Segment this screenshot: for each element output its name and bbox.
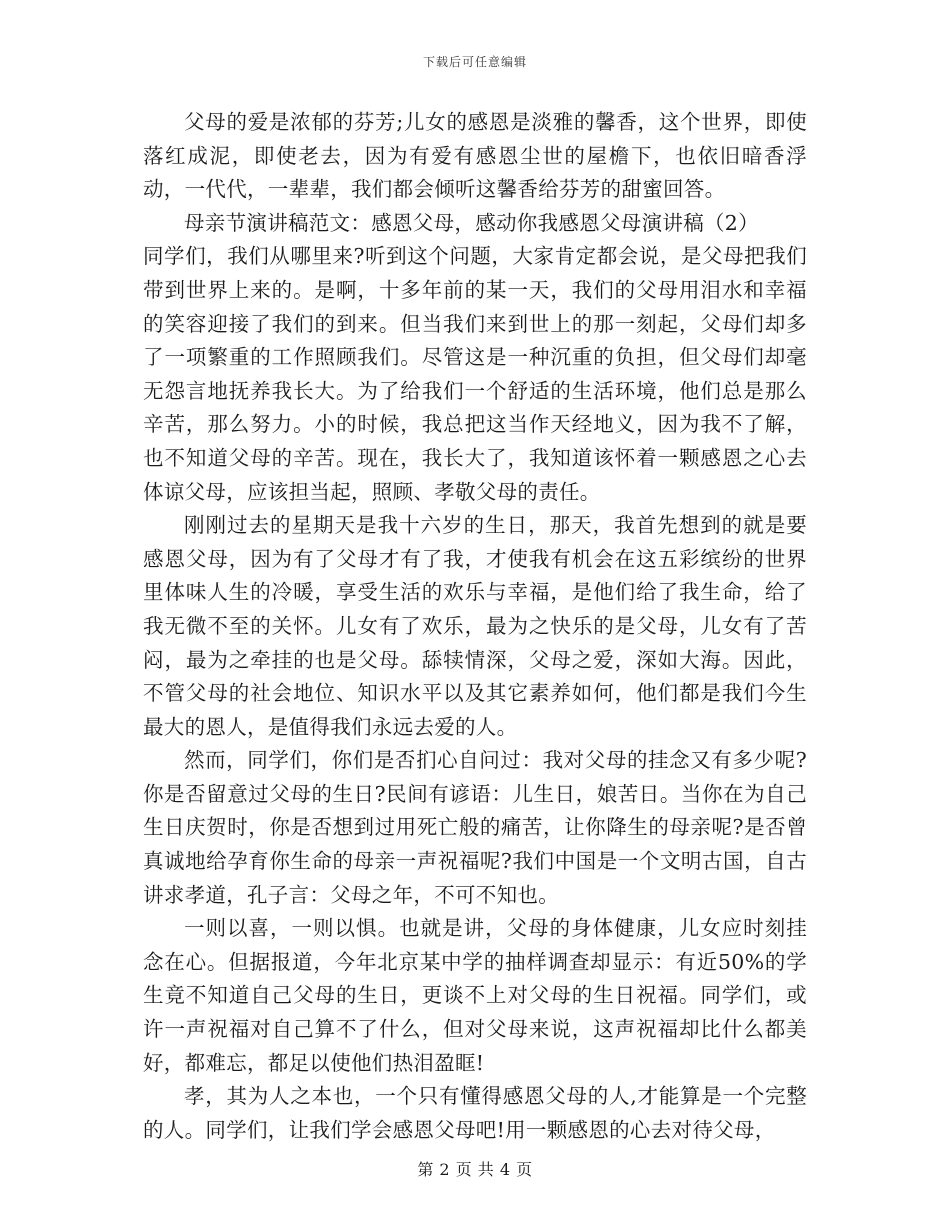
page-header: 下载后可任意编辑: [422, 55, 527, 69]
paragraph-heading: 母亲节演讲稿范文：感恩父母，感动你我感恩父母演讲稿（2）: [184, 210, 759, 235]
paragraph-3: 刚刚过去的星期天是我十六岁的生日，那天，我首先想到的就是要感恩父母，因为有了父母才有了我，才使我有机会在这五彩缤纷的世界里体味人生的冷暖，享受生活的欢乐与幸福，是他们给了我生命，给了我无微不至的关怀。儿女有了欢乐，最为之快乐的是父母，儿女有了苦闷，最为之牵挂的也是父母。舔犊情深，父母之爱，深如大海。因此，不管父母的社会地位、知识水平以及其它素养如何，他们都是我们今生最大的恩人，是值得我们永远去爱的人。: [143, 513, 807, 739]
paragraph-2: 同学们，我们从哪里来?听到这个问题，大家肯定都会说，是父母把我们带到世界上来的。是啊，十多年前的某一天，我们的父母用泪水和幸福的笑容迎接了我们的到来。但当我们来到世上的那一刻起，父母们却多了一项繁重的工作照顾我们。尽管这是一种沉重的负担，但父母们却毫无怨言地抚养我长大。为了给我们一个舒适的生活环境，他们总是那么辛苦，那么努力。小的时候，我总把这当作天经地义，因为我不了解，也不知道父母的辛苦。现在，我长大了，我知道该怀着一颗感恩之心去体谅父母，应该担当起，照顾、孝敬父母的责任。: [143, 244, 807, 504]
page-footer: 第 2 页 共 4 页: [417, 1160, 533, 1179]
paragraph-4: 然而，同学们，你们是否扪心自问过：我对父母的挂念又有多少呢?你是否留意过父母的生日?民间有谚语：儿生日，娘苦日。当你在为自己生日庆贺时，你是否想到过用死亡般的痛苦，让你降生的母亲呢?是否曾真诚地给孕育你生命的母亲一声祝福呢?我们中国是一个文明古国，自古讲求孝道，孔子言：父母之年，不可不知也。: [143, 748, 807, 907]
document-body: [143, 106, 807, 1147]
paragraph-6: 孝，其为人之本也，一个只有懂得感恩父母的人,才能算是一个完整的人。同学们，让我们学会感恩父母吧!用一颗感恩的心去对待父母，: [143, 1084, 807, 1142]
paragraph-5: 一则以喜，一则以惧。也就是讲，父母的身体健康，儿女应时刻挂念在心。但据报道，今年北京某中学的抽样调查却显示：有近50%的学生竟不知道自己父母的生日，更谈不上对父母的生日祝福。同学们，或许一声祝福对自己算不了什么，但对父母来说，这声祝福却比什么都美好，都难忘，都足以使他们热泪盈眶!: [143, 916, 807, 1075]
paragraph-1: 父母的爱是浓郁的芬芳;儿女的感恩是淡雅的馨香，这个世界，即使落红成泥，即使老去，因为有爱有感恩尘世的屋檐下，也依旧暗香浮动，一代代，一辈辈，我们都会倾听这馨香给芬芳的甜蜜回答。: [143, 110, 807, 202]
